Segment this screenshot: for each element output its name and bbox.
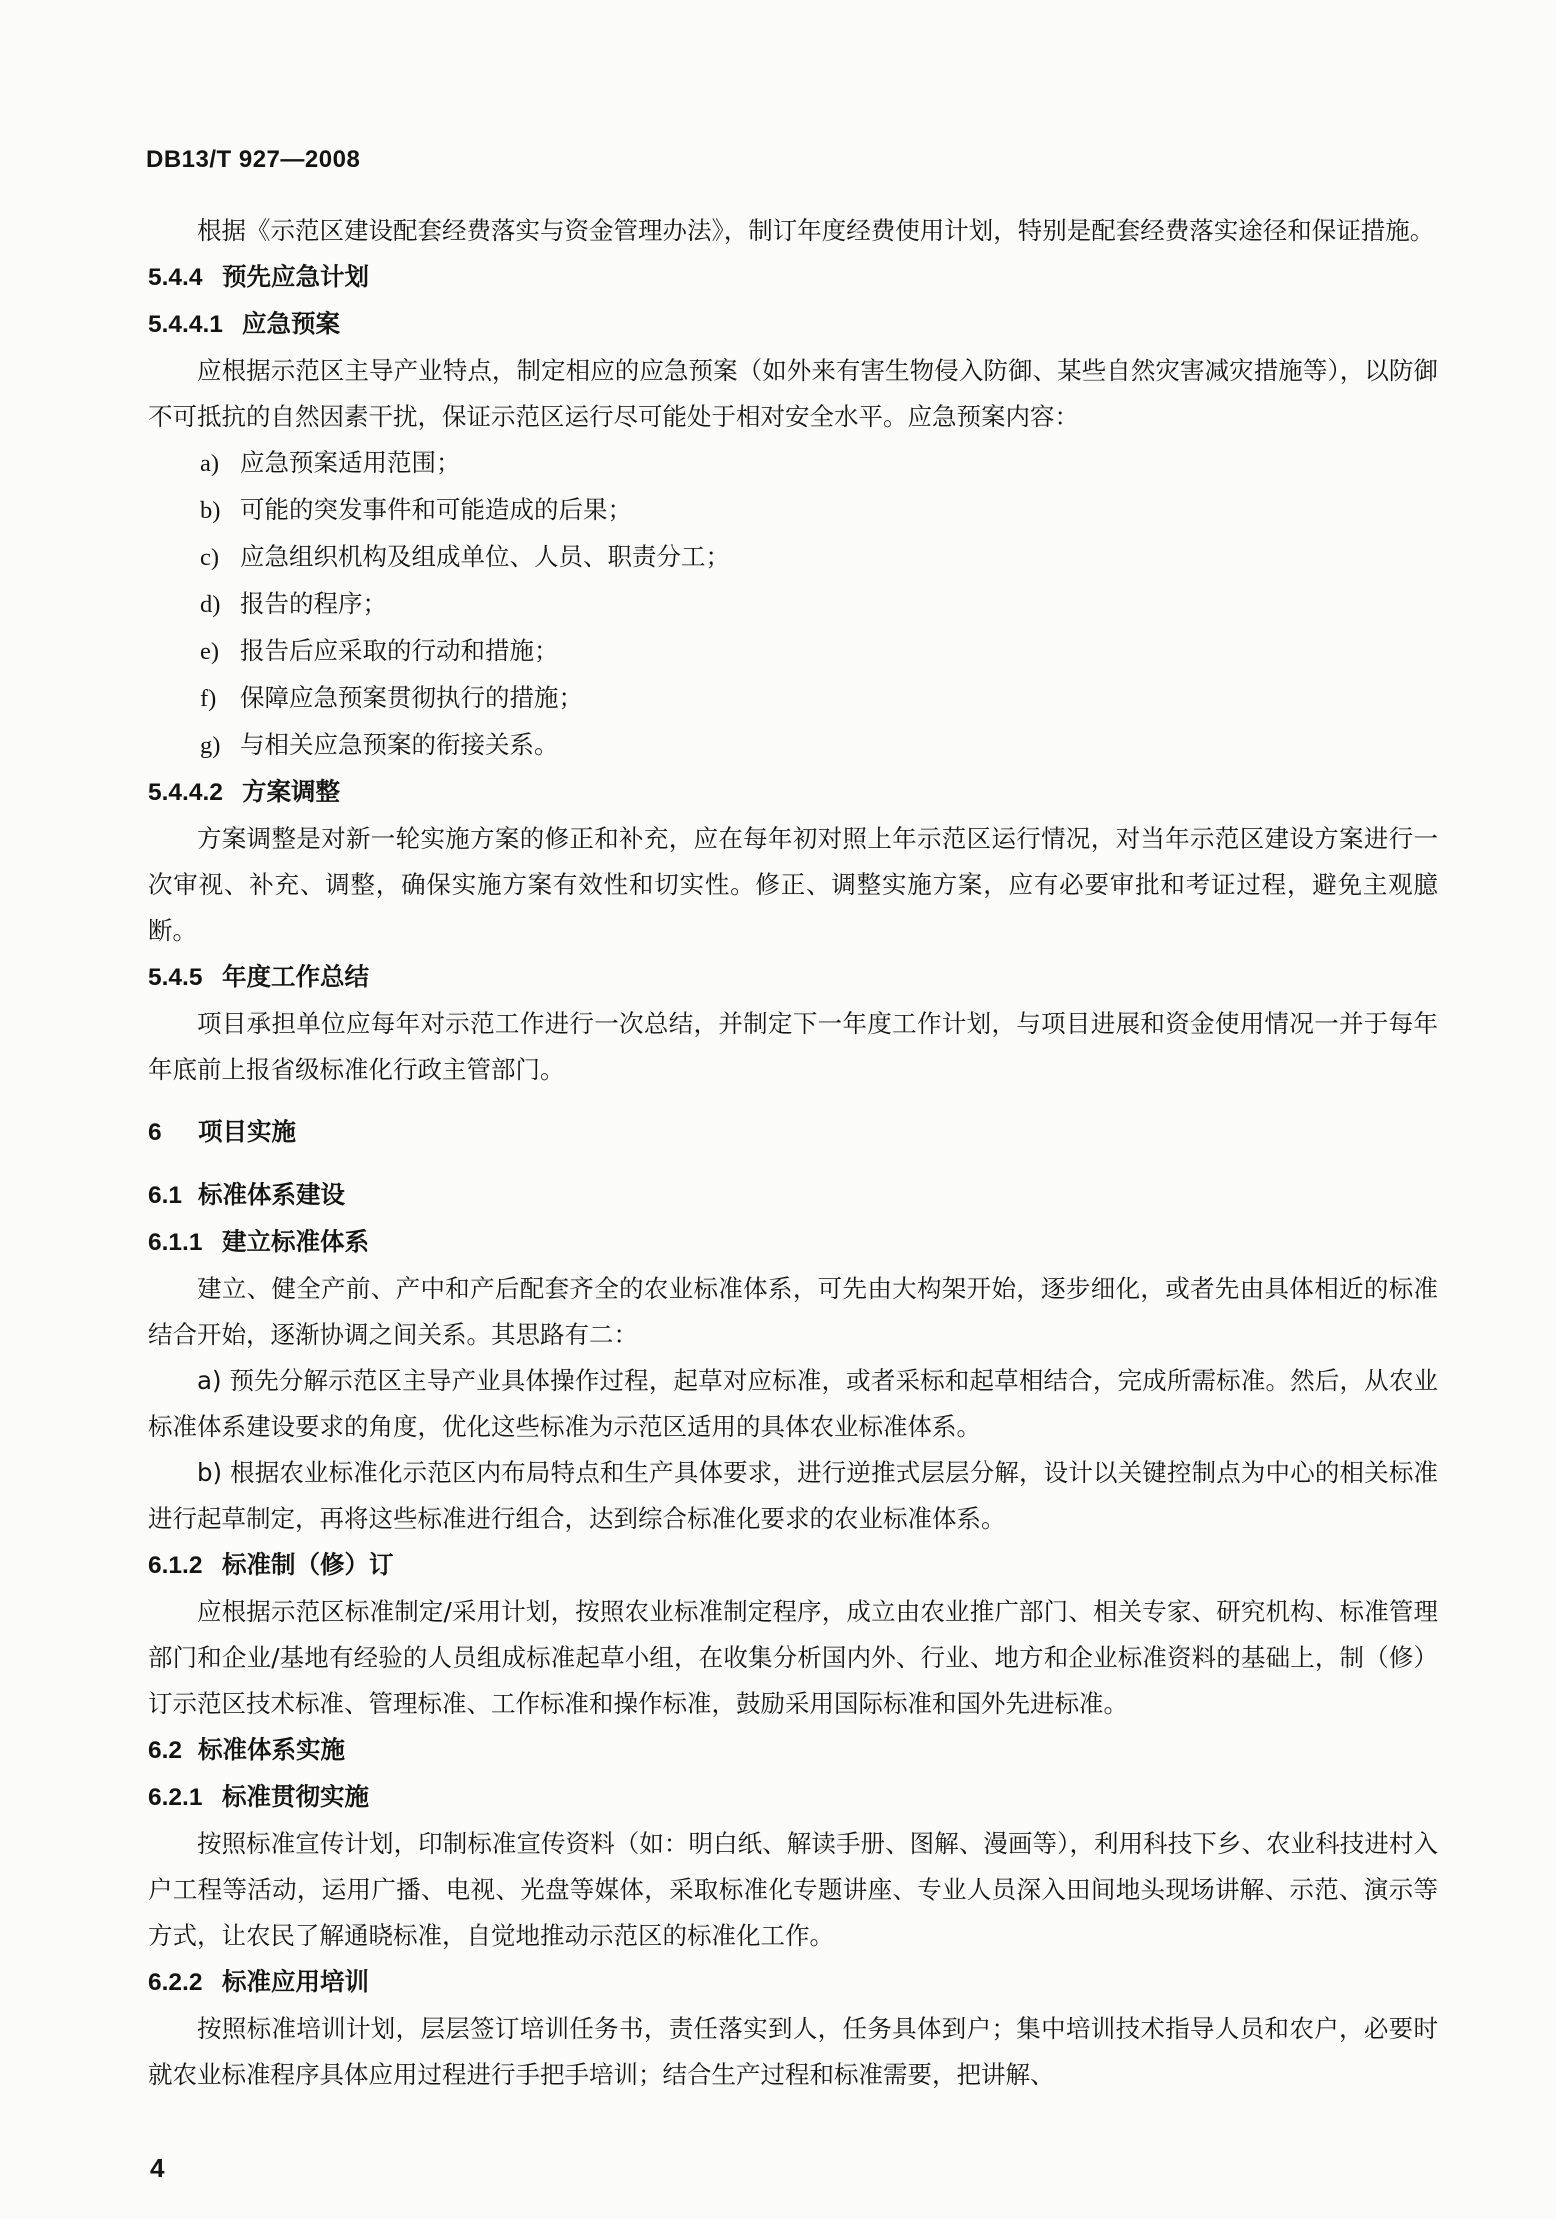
heading-number: 6.1 [148,1182,183,1209]
heading-6-2-2 [148,1959,1438,2006]
heading-title: 标准体系实施 [198,1735,345,1764]
heading-number: 6.2.2 [148,1969,203,1996]
list-item [148,628,1438,675]
list-label: g) [200,732,221,759]
paragraph-6-2-1: 按照标准宣传计划，印制标准宣传资料（如：明白纸、解读手册、图解、漫画等），利用科技下乡、农业科技进村入户工程等活动，运用广播、电视、光盘等媒体，采取标准化专题讲座、专业人员深入田间地头现场讲解、示范、演示等方式，让农民了解通晓标准，自觉地推动示范区的标准化工作。 [148,1829,1438,1950]
heading-6-1 [148,1172,1438,1219]
heading-number: 6.2.1 [148,1784,203,1811]
list-item [148,722,1438,769]
paragraph-6-1-1-a: a) 预先分解示范区主导产业具体操作过程，起草对应标准，或者采标和起草相结合，完成所需标准。然后，从农业标准体系建设要求的角度，优化这些标准为示范区适用的具体农业标准体系。 [148,1366,1438,1441]
heading-number: 6.1.2 [148,1552,203,1579]
heading-title: 标准贯彻实施 [222,1782,369,1811]
page-number: 4 [150,2153,165,2183]
list-label: a) [200,450,220,477]
heading-title: 项目实施 [198,1117,296,1146]
heading-title: 标准制（修）订 [222,1550,394,1579]
paragraph-6-1-1-b: b) 根据农业标准化示范区内布局特点和生产具体要求，进行逆推式层层分解，设计以关键控制点为中心的相关标准进行起草制定，再将这些标准进行组合，达到综合标准化要求的农业标准体系。 [148,1458,1438,1533]
paragraph-5-4-4-1: 应根据示范区主导产业特点，制定相应的应急预案（如外来有害生物侵入防御、某些自然灾害减灾措施等），以防御不可抵抗的自然因素干扰，保证示范区运行尽可能处于相对安全水平。应急预案内容： [148,356,1438,431]
heading-number: 5.4.4.1 [148,311,223,338]
heading-6-1-1 [148,1219,1438,1266]
list-text: 应急预案适用范围； [240,448,461,477]
list-text: 报告后应采取的行动和措施； [240,636,559,665]
list-item [148,675,1438,722]
heading-title: 方案调整 [242,777,340,806]
heading-number: 6.1.1 [148,1229,203,1256]
heading-number: 6 [148,1119,162,1146]
list-text: 保障应急预案贯彻执行的措施； [240,683,583,712]
heading-number: 6.2 [148,1737,183,1764]
heading-title: 预先应急计划 [222,262,369,291]
list-item [148,440,1438,487]
document-body [148,208,1438,2098]
heading-6-1-2 [148,1542,1438,1589]
heading-number: 5.4.4 [148,264,203,291]
heading-5-4-4-2 [148,769,1438,816]
list-text: 应急组织机构及组成单位、人员、职责分工； [240,542,730,571]
heading-title: 年度工作总结 [222,962,369,991]
heading-6-2-1 [148,1774,1438,1821]
heading-5-4-5 [148,954,1438,1001]
list-label: d) [200,591,221,618]
list-label: f) [200,685,217,712]
paragraph-6-2-2: 按照标准培训计划，层层签订培训任务书，责任落实到人，任务具体到户；集中培训技术指导人员和农户，必要时就农业标准程序具体应用过程进行手把手培训；结合生产过程和标准需要，把讲解、 [148,2014,1438,2089]
list-label: c) [200,544,220,571]
paragraph-6-1-1: 建立、健全产前、产中和产后配套齐全的农业标准体系，可先由大构架开始，逐步细化，或者先由具体相近的标准结合开始，逐渐协调之间关系。其思路有二： [148,1274,1438,1349]
heading-5-4-4 [148,254,1438,301]
list-label: b) [200,497,221,524]
heading-title: 标准应用培训 [222,1967,369,1996]
heading-6-2 [148,1727,1438,1774]
heading-number: 5.4.4.2 [148,779,223,806]
paragraph-5-4-4-2: 方案调整是对新一轮实施方案的修正和补充，应在每年初对照上年示范区运行情况，对当年示范区建设方案进行一次审视、补充、调整，确保实施方案有效性和切实性。修正、调整实施方案，应有必要审批和考证过程，避免主观臆断。 [148,824,1438,945]
emergency-plan-list [148,440,1438,769]
heading-title: 应急预案 [242,309,340,338]
document-code: DB13/T 927—2008 [146,146,361,173]
heading-5-4-4-1 [148,301,1438,348]
heading-6 [148,1109,1438,1156]
list-label: e) [200,638,220,665]
heading-title: 标准体系建设 [198,1180,345,1209]
list-item [148,534,1438,581]
list-text: 可能的突发事件和可能造成的后果； [240,495,632,524]
list-text: 与相关应急预案的衔接关系。 [240,730,559,759]
list-text: 报告的程序； [240,589,387,618]
heading-title: 建立标准体系 [222,1227,369,1256]
heading-number: 5.4.5 [148,964,203,991]
intro-paragraph: 根据《示范区建设配套经费落实与资金管理办法》，制订年度经费使用计划，特别是配套经费落实途径和保证措施。 [197,216,1435,245]
paragraph-5-4-5: 项目承担单位应每年对示范工作进行一次总结，并制定下一年度工作计划，与项目进展和资金使用情况一并于每年年底前上报省级标准化行政主管部门。 [148,1009,1438,1084]
list-item [148,487,1438,534]
list-item [148,581,1438,628]
paragraph-6-1-2: 应根据示范区标准制定/采用计划，按照农业标准制定程序，成立由农业推广部门、相关专家、研究机构、标准管理部门和企业/基地有经验的人员组成标准起草小组，在收集分析国内外、行业、地方和企业标准资料的基础上，制（修）订示范区技术标准、管理标准、工作标准和操作标准，鼓励采用国际标准和国外先进标准。 [148,1597,1438,1718]
